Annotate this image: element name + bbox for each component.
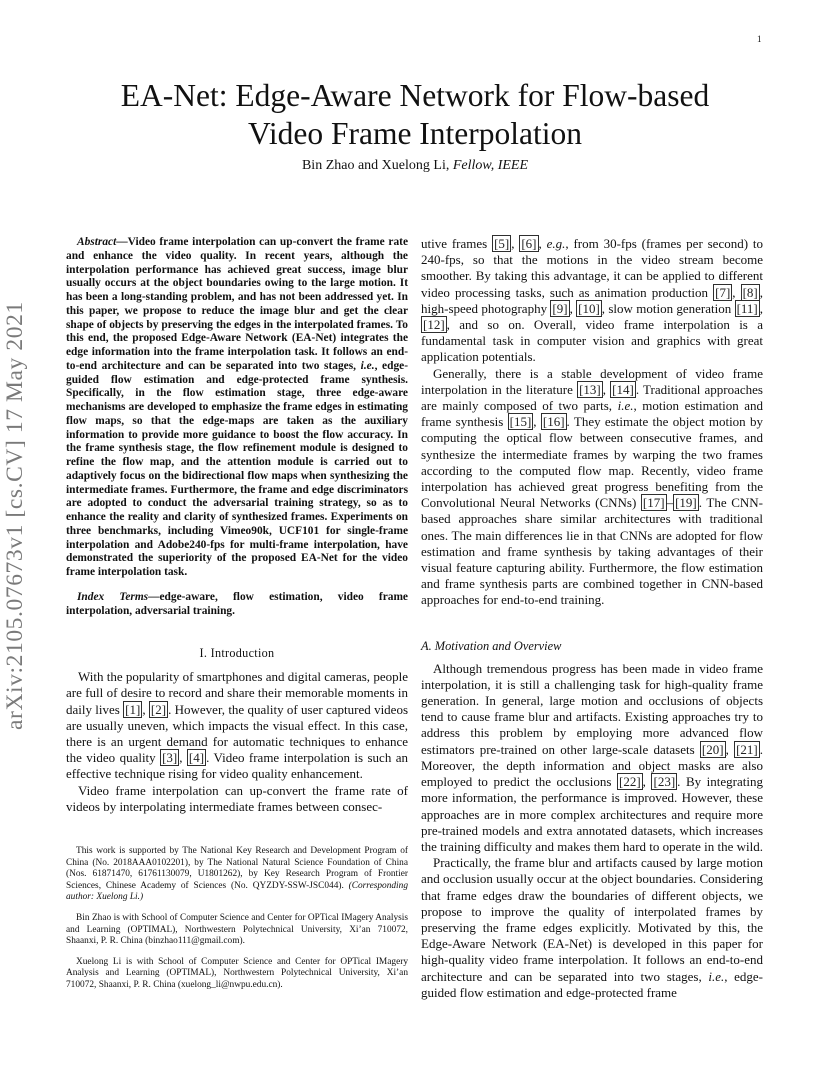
text-run-italic: e.g. [546, 236, 566, 251]
footnote-corresponding-author: (Corresponding author: Xuelong Li.) [66, 880, 408, 903]
text-run: , [759, 300, 763, 316]
citation-link[interactable]: [17] [642, 495, 665, 511]
footnotes [66, 846, 408, 1001]
citation-link[interactable]: [12] [423, 317, 445, 333]
text-run: , [179, 750, 187, 766]
arxiv-identifier-stamp[interactable]: arXiv:2105.07673v1 [cs.CV] 17 May 2021 [2, 301, 28, 730]
text-run: , [732, 284, 741, 300]
author-fellow-title: Fellow, IEEE [452, 158, 529, 173]
text-run: , slow motion generation [601, 300, 735, 316]
abstract-text-2: , edge-guided flow estimation and edge-protected frame synthesis. Specifically, in the flow estimation stage, three edge-aware mechanisms are developed to emphasize the frame edges in estimating flow maps, so that the edge-maps are taken as the auxiliary information to provide more guidance to boost the flow accuracy. In the frame synthesis stage, the flow refinement module is designed to refine the flow map, and the attention module is carried out to adaptively focus on the bidirectional flow maps when synthesizing the intermediate frames. Furthermore, the frame and edge discriminators are adopted to conduct the adversarial training strategy, so as to enhance the reality and clarity of synthesized frames. Experiments on three benchmarks, including Vimeo90k, UCF101 for single-frame interpolation and Adobe240-fps for multi-frame interpolation, have demonstrated the superiority of the proposed EA-Net for the video frame interpolation task. [66, 359, 408, 578]
citation-link[interactable]: [16] [542, 414, 565, 430]
abstract-dash: — [116, 236, 128, 248]
text-run: Although tremendous progress has been made in video frame interpolation, it is still a challenging task for high-quality frame generation. In general, large motion and occlusions of objects tend to cause frame blur and artifacts. Existing approaches try to address this problem by employing more advanced flow estimators pre-trained on other large-scale datasets [421, 660, 763, 757]
text-run: . Moreover, the depth information and object masks are also employed to predict the occlusions [421, 741, 764, 790]
intro-paragraph-1 [66, 669, 408, 782]
text-run: . They estimate the object motion by computing the optical flow between consecutive frames, and synthesize the intermediate frames by warping the two frames according to the computed flow map. Recently, video frame interpolation has achieved great progress benefiting from the Convolutional Neural Networks (CNNs) [421, 414, 763, 511]
subsection-heading-motivation: A. Motivation and Overview [421, 638, 562, 653]
section-heading-introduction: I. Introduction [199, 646, 275, 661]
footnote-author-xuelong-li: Xuelong Li is with School of Computer Science and Center for OPTical IMagery Analysis and Learning (OPTIMAL), Northwestern Polytechnical University, Xi’an 710072, Shaanxi, P. R. China (xuelong_li@nwpu.edu.cn). [66, 956, 408, 990]
title-line-1: EA-Net: Edge-Aware Network for Flow-based [120, 78, 710, 113]
text-run: , [511, 236, 520, 251]
index-terms-dash: — [148, 590, 160, 603]
text-run: , and so on. Overall, video frame interpolation is a fundamental task in computer vision and graphics with great application potentials. [421, 317, 763, 365]
citation-link[interactable]: [2] [150, 701, 167, 717]
footnote-funding [66, 846, 408, 904]
intro-paragraph-2: Video frame interpolation can up-convert the frame rate of videos by interpolating intermediate frames between consec- [66, 782, 408, 814]
text-run-italic: i.e. [617, 398, 634, 414]
citation-link[interactable]: [3] [162, 750, 178, 766]
text-run: With the popularity of smartphones and digital cameras, people are full of desire to record and share their memorable moments in daily lives [66, 669, 408, 717]
citation-link[interactable]: [22] [619, 774, 641, 790]
citation-link[interactable]: [21] [736, 741, 758, 757]
text-run-italic: i.e. [708, 968, 725, 984]
right-column [421, 236, 763, 1001]
text-run: – [666, 495, 674, 511]
text-run: . Traditional approaches are mainly composed of two parts, [421, 381, 763, 414]
abstract [66, 236, 408, 580]
intro-paragraph-2-continued [421, 236, 763, 366]
text-run: , [533, 414, 541, 430]
citation-link[interactable]: [8] [742, 284, 758, 300]
citation-link[interactable]: [20] [701, 741, 724, 757]
text-run: , edge-guided flow estimation and edge-protected frame [421, 968, 764, 1000]
citation-link[interactable]: [13] [579, 381, 601, 397]
author-names: Bin Zhao and Xuelong Li, [301, 158, 450, 173]
footnote-author-bin-zhao: Bin Zhao is with School of Computer Science and Center for OPTical IMagery Analysis and Learning (OPTIMAL), Northwestern Polytechnical University, Xi’an 710072, Shaanxi, P. R. China (binzhao111@gmail.com). [66, 912, 408, 947]
text-run: , [602, 381, 611, 397]
intro-paragraph-3 [421, 366, 763, 609]
citation-link[interactable]: [7] [715, 284, 731, 300]
text-run: , high-speed photography [421, 284, 764, 316]
citation-link[interactable]: [14] [612, 381, 634, 397]
text-run: , [538, 236, 547, 251]
citation-link[interactable]: [6] [521, 236, 537, 251]
citation-link[interactable]: [10] [578, 300, 600, 316]
citation-link[interactable]: [23] [653, 774, 676, 790]
text-run: utive frames [421, 236, 493, 251]
text-run: , [642, 774, 652, 790]
text-run: , from 30-fps (frames per second) to 240-fps, so that the motions in the video stream become smoother. By taking this advantage, it can be applied to different video processing tasks, such as animation production [421, 236, 764, 300]
text-run: . The CNN-based approaches share similar architectures with traditional ones. The main differences lie in that CNNs are adopted for flow estimation and frame synthesis by taking advantages of their visual feature capturing ability. Furthermore, the flow estimation and frame synthesis parts are combined together in CNN-based approaches for end-to-end training. [421, 495, 763, 608]
index-terms-lead: Index Terms [77, 590, 149, 603]
paper-title [70, 77, 760, 153]
abstract-lead: Abstract [77, 236, 117, 248]
page-number: 1 [757, 34, 762, 44]
motivation-paragraph-1 [421, 661, 763, 855]
text-run: . By integrating more information, the performance is improved. However, these approaches are in more complex architectures and require more pre-trained models and extra annotated datasets, which increases the training difficulty and makes them hard to operate in the wild. [421, 774, 763, 854]
citation-link[interactable]: [11] [736, 300, 758, 316]
citation-link[interactable]: [19] [675, 495, 697, 511]
citation-link[interactable]: [9] [552, 300, 568, 316]
author-line [70, 158, 760, 174]
footnote-funding-text: This work is supported by The National Key Research and Development Program of China (No. 2018AAA0102201), by The National Natural Science Foundation of China (Nos. 61871470, 61761130079, U1801262), by Key Research Program of Frontier Sciences, Chinese Academy of Sciences (No. QYZDY-SSW-JSC044). [66, 846, 408, 891]
text-run: , motion estimation and frame synthesis [421, 398, 763, 430]
citation-link[interactable]: [15] [509, 414, 532, 430]
text-run: , [725, 741, 735, 757]
text-run: Generally, there is a stable development of video frame interpolation in the literature [421, 365, 763, 397]
text-run: Practically, the frame blur and artifacts caused by large motion and occlusion usually occur at the object boundaries. Considering that frame edges draw the boundaries of different objects, we propose to improve the quality of interpolated frames by preserving the frame edges explicitly. Motivated by this, the Edge-Aware Network (EA-Net) is developed in this paper for high-quality video frame interpolation. It follows an end-to-end architecture and can be separated into two stages, [421, 855, 763, 984]
text-run: , [142, 701, 149, 717]
citation-link[interactable]: [5] [494, 236, 510, 251]
citation-link[interactable]: [4] [188, 750, 205, 766]
index-terms-text: edge-aware, flow estimation, video frame interpolation, adversarial training. [66, 590, 408, 617]
text-run: . However, the quality of user captured videos are usually uneven, which impacts the visual effect. In this case, there is an urgent demand for automatic techniques to enhance the video quality [66, 701, 409, 766]
title-line-2: Video Frame Interpolation [247, 116, 582, 151]
abstract-text-1: Video frame interpolation can up-convert the frame rate and enhance the video quality. In recent years, although the interpolation performance has achieved great success, image blur usually occurs at the object boundaries owing to the large motion. It has been a long-standing problem, and has not been addressed yet. In this paper, we propose to reduce the image blur and get the clear shape of objects by preserving the edges in the interpolated frames. To this end, the proposed Edge-Aware Network (EA-Net) integrates the edge information into the frame interpolation task. It follows an end-to-end architecture and can be separated into two stages, [66, 236, 408, 372]
left-column [66, 236, 408, 815]
abstract-ie: i.e. [360, 359, 375, 372]
citation-link[interactable]: [1] [125, 701, 141, 717]
motivation-paragraph-2 [421, 855, 763, 1001]
text-run: . Video frame interpolation is such an effective technique rising for video quality enhancement. [66, 750, 409, 782]
index-terms [66, 591, 408, 619]
text-run: , [569, 300, 577, 316]
